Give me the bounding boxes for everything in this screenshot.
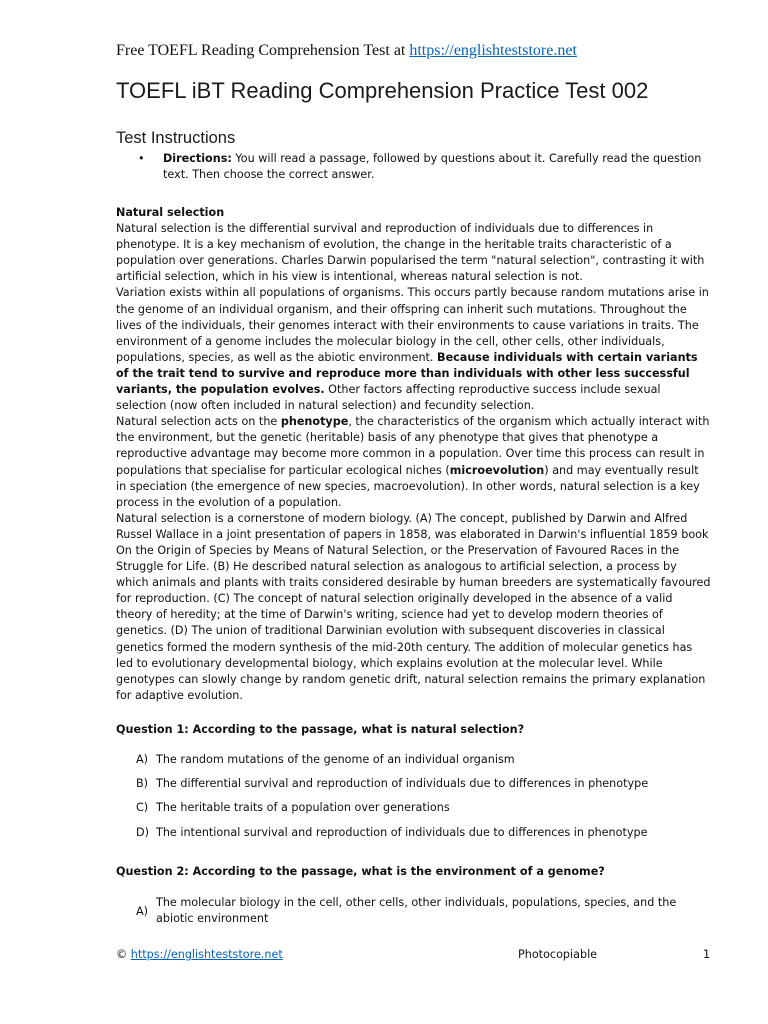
option-letter: C) xyxy=(136,801,149,814)
passage-paragraph-4: Natural selection is a cornerstone of modern biology. (A) The concept, published by Darwin and Alfred Russel Wallace in a joint presentation of papers in 1858, was elaborated in Darwin's influential 1859 book On the Origin of Species by Means of Natural Selection, or the Preservation of Favoured Races in the Struggle for Life. (B) He described natural selection as analogous to artificial selection, a process by which animals and plants with traits considered desirable by human breeders are systematically favoured for reproduction. (C) The concept of natural selection originally developed in the absence of a valid theory of heredity; at the time of Darwin's writing, science had yet to develop modern theories of genetics. (D) The union of traditional Darwinian evolution with subsequent discoveries in classical genetics formed the modern synthesis of the mid-20th century. The addition of molecular genetics has led to evolutionary developmental biology, which explains evolution at the molecular level. While genotypes can slowly change by random genetic drift, natural selection remains the primary explanation for adaptive evolution. xyxy=(116,511,711,702)
question-2: Question 2: According to the passage, what is the environment of a genome? xyxy=(116,865,605,878)
option-text: The intentional survival and reproduction of individuals due to differences in phenotype xyxy=(156,826,648,839)
q1-option-c[interactable] xyxy=(136,800,450,816)
passage-paragraph-1: Natural selection is the differential survival and reproduction of individuals due to differences in phenotype. It is a key mechanism of evolution, the change in the heritable traits characteristic of a population over generations. Charles Darwin popularised the term "natural selection", contrasting it with artificial selection, which in his view is intentional, whereas natural selection is not. xyxy=(116,222,705,284)
footer-link[interactable]: https://englishteststore.net xyxy=(130,948,283,961)
footer-copyright xyxy=(116,948,283,961)
header-text: Free TOEFL Reading Comprehension Test at xyxy=(116,42,410,59)
page-header xyxy=(116,42,577,60)
p2-text-b: Other factors affecting reproductive success include sexual selection (now often included in natural selection) and fecundity selection. xyxy=(116,383,661,413)
passage-paragraph-2 xyxy=(116,285,712,414)
option-letter: A) xyxy=(136,753,149,766)
reading-passage xyxy=(116,205,712,704)
p2-text-a: Variation exists within all populations of organisms. This occurs partly because random mutations arise in the genome of an individual organism, and their offspring can inherit such mutations. Throughout the lives of the individuals, their genomes interact with their environments to cause variations in traits. The environment of a genome includes the molecular biology in the cell, other cells, other individuals, populations, species, as well as the abiotic environment. xyxy=(116,286,709,364)
instructions-bullet xyxy=(138,151,718,183)
p3-text-c: ) and may eventually result in speciation (the emergence of new species, macroevolution). In other words, natural selection is a key process in the evolution of a population. xyxy=(116,463,700,509)
option-text: The differential survival and reproduction of individuals due to differences in phenotype xyxy=(156,777,649,790)
p3-bold-phenotype: phenotype xyxy=(280,415,349,429)
directions-text xyxy=(163,151,718,183)
page-number: 1 xyxy=(703,948,711,961)
copyright-symbol: © xyxy=(116,948,128,961)
option-letter: A) xyxy=(136,905,149,918)
bullet-glyph: • xyxy=(138,152,145,165)
directions-body: You will read a passage, followed by questions about it. Carefully read the question text. Then choose the correct answer. xyxy=(163,152,702,182)
q1-option-b[interactable] xyxy=(136,776,648,792)
instructions-heading: Test Instructions xyxy=(116,129,236,147)
q1-option-a[interactable] xyxy=(136,752,515,768)
p2-bold: Because individuals with certain variants of the trait tend to survive and reproduce more than individuals with other less successful variants, the population evolves. xyxy=(116,350,698,397)
q1-option-d[interactable] xyxy=(136,825,647,841)
question-1: Question 1: According to the passage, what is natural selection? xyxy=(116,723,525,736)
passage-paragraph-3 xyxy=(116,414,712,511)
footer-photocopiable: Photocopiable xyxy=(518,948,598,961)
option-letter: D) xyxy=(136,826,149,839)
option-text: The heritable traits of a population over generations xyxy=(156,801,450,814)
p3-text-b: , the characteristics of the organism which actually interact with the environment, but the genetic (heritable) basis of any phenotype that gives that phenotype a reproductive advantage may become more common in a population. Over time this process can result in populations that specialise for particular ecological niches ( xyxy=(116,415,710,477)
directions-label: Directions: xyxy=(163,152,232,165)
p3-bold-microevolution: microevolution xyxy=(449,463,545,477)
passage-title: Natural selection xyxy=(116,206,225,219)
p3-text-a: Natural selection acts on the xyxy=(116,415,281,429)
option-text: The molecular biology in the cell, other cells, other individuals, populations, species, and the abiotic environment xyxy=(156,896,677,926)
option-text: The random mutations of the genome of an individual organism xyxy=(156,753,515,766)
page-title: TOEFL iBT Reading Comprehension Practice Test 002 xyxy=(116,78,649,103)
header-link[interactable]: https://englishteststore.net xyxy=(409,42,577,59)
q2-option-a[interactable] xyxy=(136,895,716,927)
option-letter: B) xyxy=(136,777,149,790)
